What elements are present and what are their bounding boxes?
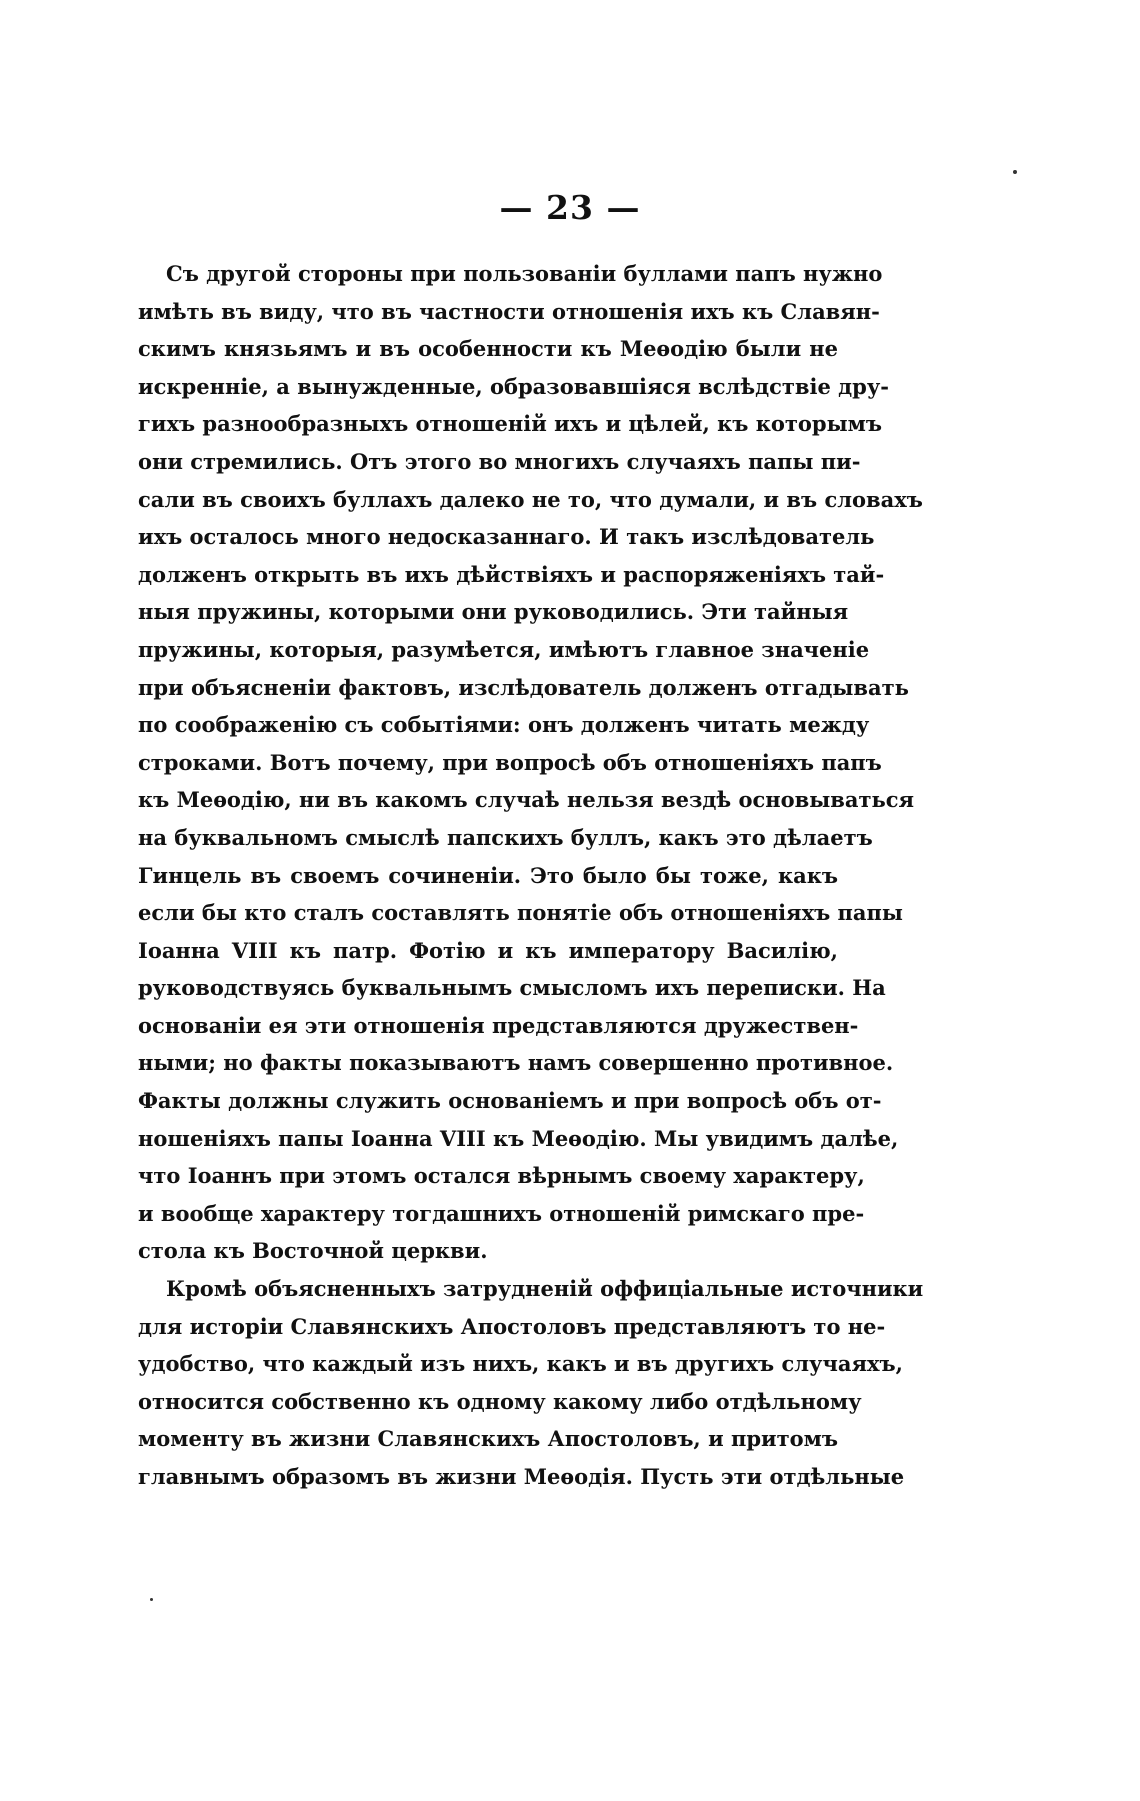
- text-line: для исторіи Славянскихъ Апостоловъ представляютъ то не-: [138, 1313, 886, 1339]
- text-line: стола къ Восточной церкви.: [138, 1238, 488, 1264]
- text-line: если бы кто сталъ составлять понятіе объ отношеніяхъ папы: [138, 900, 903, 926]
- text-line: удобство, что каждый изъ нихъ, какъ и въ другихъ случаяхъ,: [138, 1351, 903, 1377]
- text-line: къ Меѳодію, ни въ какомъ случаѣ нельзя вездѣ основываться: [138, 787, 915, 813]
- text-line: при объясненіи фактовъ, изслѣдователь долженъ отгадывать: [138, 674, 909, 700]
- text-line: главнымъ образомъ въ жизни Меѳодія. Пусть эти отдѣльные: [138, 1464, 905, 1489]
- text-line: руководствуясь буквальнымъ смысломъ ихъ переписки. На: [138, 975, 886, 1001]
- text-line: искренніе, а вынужденные, образовавшіяся вслѣдствіе дру-: [138, 373, 889, 399]
- text-line: относится собственно къ одному какому либо отдѣльному: [138, 1388, 862, 1414]
- text-line: что Іоаннъ при этомъ остался вѣрнымъ своему характеру,: [138, 1163, 865, 1189]
- text-line: Съ другой стороны при пользованіи буллами папъ нужно: [166, 261, 883, 286]
- text-line: Іоанна VIII къ патр. Фотію и къ императору Василію,: [138, 937, 838, 963]
- text-line: Кромѣ объясненныхъ затрудненій оффиціальные источники: [166, 1276, 924, 1302]
- text-line: Гинцель въ своемъ сочиненіи. Это было бы тоже, какъ: [138, 862, 838, 888]
- text-line: гихъ разнообразныхъ отношеній ихъ и цѣлей, къ которымъ: [138, 411, 882, 437]
- text-line: и вообще характеру тогдашнихъ отношеній римскаго пре-: [138, 1200, 865, 1226]
- text-line: ихъ осталось много недосказаннаго. И такъ изслѣдователь: [138, 524, 875, 550]
- text-line: сали въ своихъ буллахъ далеко не то, что думали, и въ словахъ: [138, 486, 923, 512]
- text-line: они стремились. Отъ этого во многихъ случаяхъ папы пи-: [138, 448, 861, 474]
- scan-speck: [1013, 170, 1017, 174]
- scan-speck: [150, 1598, 153, 1601]
- page-number: — 23 —: [499, 188, 641, 227]
- text-line: долженъ открыть въ ихъ дѣйствіяхъ и распоряженіяхъ тай-: [138, 561, 885, 587]
- body-text: [138, 255, 924, 1496]
- text-line: имѣть въ виду, что въ частности отношенія ихъ къ Славян-: [138, 298, 880, 324]
- text-line: Факты должны служить основаніемъ и при вопросѣ объ от-: [138, 1088, 882, 1114]
- text-line: моменту въ жизни Славянскихъ Апостоловъ, и притомъ: [138, 1426, 838, 1452]
- text-line: скимъ князьямъ и въ особенности къ Меѳодію были не: [138, 336, 838, 362]
- text-line: ношеніяхъ папы Іоанна VIII къ Меѳодію. Мы увидимъ далѣе,: [138, 1125, 899, 1151]
- text-line: по соображенію съ событіями: онъ долженъ читать между: [138, 712, 870, 738]
- text-line: ными; но факты показываютъ намъ совершенно противное.: [138, 1050, 894, 1076]
- text-line: основаніи ея эти отношенія представляются дружествен-: [138, 1012, 859, 1038]
- text-line: ныя пружины, которыми они руководились. Эти тайныя: [138, 599, 849, 625]
- text-line: на буквальномъ смыслѣ папскихъ буллъ, какъ это дѣлаетъ: [138, 824, 873, 850]
- text-line: пружины, которыя, разумѣется, имѣютъ главное значеніе: [138, 636, 870, 662]
- text-line: строками. Вотъ почему, при вопросѣ объ отношеніяхъ папъ: [138, 749, 882, 775]
